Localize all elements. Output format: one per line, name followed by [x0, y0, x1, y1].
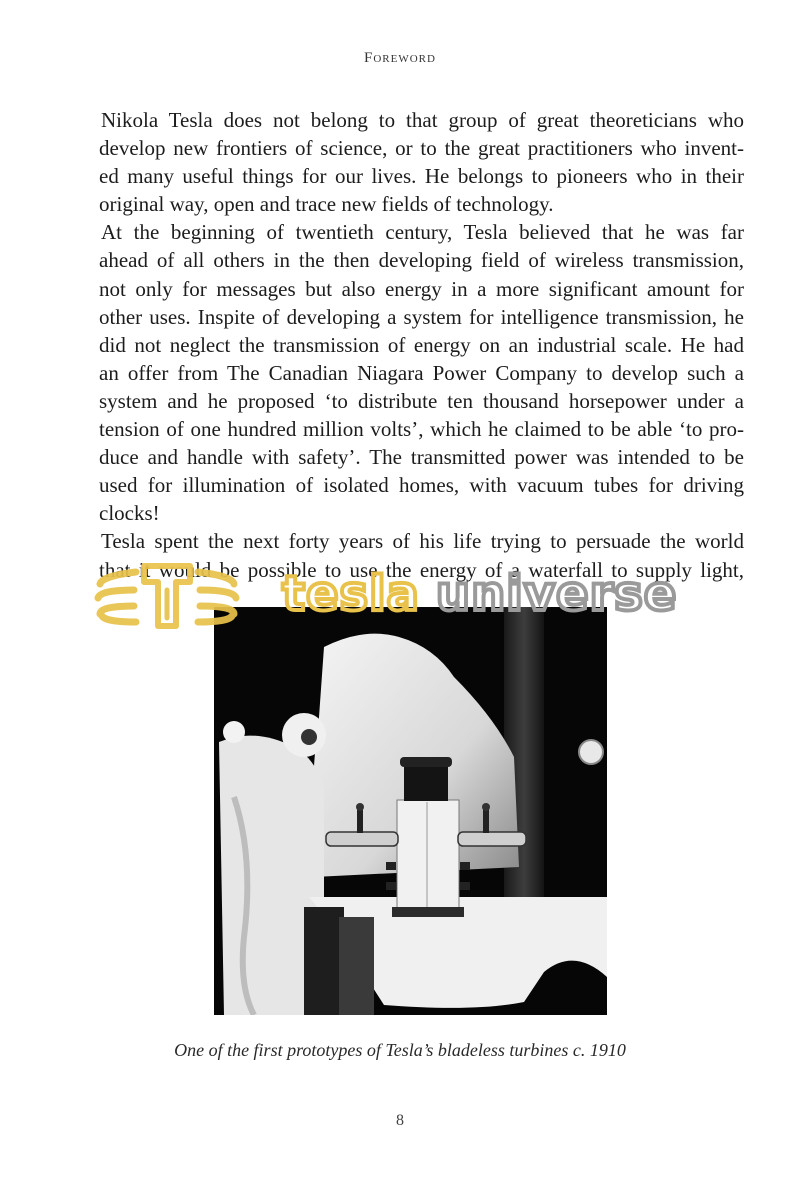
text-line: duce and handle with safety’. The transmitted power was intended to be: [99, 445, 744, 470]
text-line: Tesla spent the next forty years of his life trying to persuade the world: [101, 529, 744, 554]
paragraph-2: [101, 218, 744, 527]
watermark-word-tesla: tesla: [282, 566, 420, 622]
text-line: not only for messages but also energy in a more significant amount for: [99, 276, 744, 301]
text-line: tension of one hundred million volts’, which he claimed to be able ‘to pro-: [99, 417, 744, 442]
figure-photo: [214, 607, 607, 1015]
text-line: used for illumination of isolated homes, with vacuum tubes for driving: [99, 473, 744, 498]
figure-caption: One of the first prototypes of Tesla’s bladeless turbines c. 1910: [174, 1040, 626, 1060]
text-line: At the beginning of twentieth century, Tesla believed that he was far: [101, 220, 744, 245]
turbine-photo-image: [214, 607, 607, 1015]
page-number: 8: [396, 1112, 404, 1129]
text-line: ahead of all others in the then developing field of wireless transmission,: [99, 248, 744, 273]
text-line: that it would be possible to use the energy of a waterfall to supply light,: [99, 557, 744, 582]
text-line: did not neglect the transmission of energy on an industrial scale. He had: [99, 332, 744, 357]
paragraph-3: [101, 527, 744, 583]
paragraph-1: [101, 106, 744, 218]
body-text: [101, 106, 744, 584]
text-line: ed many useful things for our lives. He belongs to pioneers who in their: [99, 164, 744, 189]
text-line: other uses. Inspite of developing a system for intelligence transmission, he: [99, 304, 744, 329]
text-line: system and he proposed ‘to distribute ten thousand horsepower under a: [99, 388, 744, 413]
text-line: develop new frontiers of science, or to the great practitioners who invent-: [99, 136, 744, 161]
running-head: Foreword: [364, 50, 436, 66]
text-line: an offer from The Canadian Niagara Power Company to develop such a: [99, 360, 744, 385]
text-line: original way, open and trace new fields of technology.: [99, 192, 554, 217]
text-line: clocks!: [99, 501, 160, 526]
text-line: Nikola Tesla does not belong to that group of great theoreticians who: [101, 108, 744, 132]
watermark-word-universe: universe: [435, 566, 678, 622]
